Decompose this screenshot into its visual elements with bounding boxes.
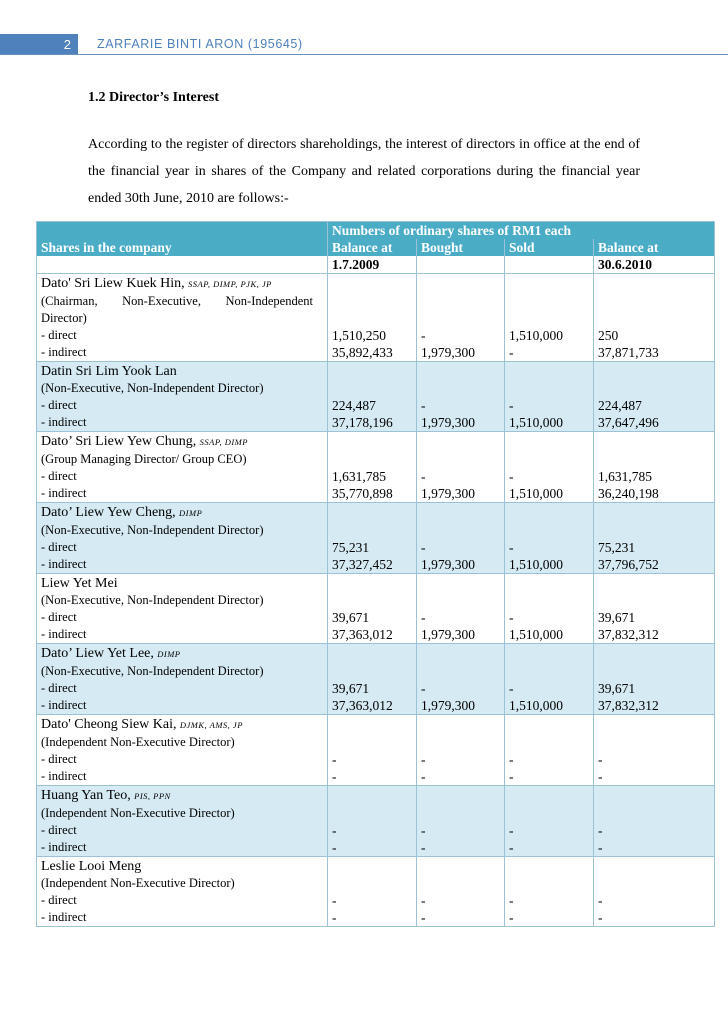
director-post-nominals: DIMP	[157, 649, 181, 659]
bought-value: -	[417, 768, 505, 786]
balance-start-value: 39,671	[328, 680, 417, 697]
director-role: (Independent Non-Executive Director)	[41, 876, 235, 890]
indirect-label: - indirect	[41, 627, 87, 641]
balance-end-value: -	[594, 892, 715, 909]
direct-label: - direct	[41, 610, 77, 624]
director-role-row	[37, 875, 715, 892]
indirect-label: - indirect	[41, 345, 87, 359]
director-name: Liew Yet Mei	[41, 576, 118, 591]
indirect-holding-row	[37, 839, 715, 857]
balance-start-value: -	[328, 839, 417, 857]
col-shares-header: Shares in the company	[41, 240, 172, 255]
sold-value: 1,510,000	[505, 414, 594, 432]
balance-end-value: 75,231	[594, 539, 715, 556]
director-role: (Independent Non-Executive Director)	[41, 806, 235, 820]
director-name: Dato’ Liew Yew Cheng,	[41, 505, 176, 520]
balance-start-value: 75,231	[328, 539, 417, 556]
director-post-nominals: DIMP	[179, 508, 203, 518]
bought-value: -	[417, 397, 505, 414]
director-role-word: (Chairman,	[41, 294, 98, 308]
direct-holding-row	[37, 822, 715, 839]
balance-start-value: -	[328, 751, 417, 768]
col-bought-header: Bought	[417, 239, 505, 256]
indirect-holding-row	[37, 344, 715, 362]
sold-value: -	[505, 397, 594, 414]
director-post-nominals: SSAP, DIMP	[199, 437, 248, 447]
indirect-label: - indirect	[41, 698, 87, 712]
sold-value: 1,510,000	[505, 626, 594, 644]
director-role-word: Non-Independent	[225, 294, 313, 308]
balance-end-value: -	[594, 909, 715, 927]
direct-holding-row	[37, 609, 715, 626]
bought-value: -	[417, 822, 505, 839]
director-name-row	[37, 644, 715, 664]
director-role: (Independent Non-Executive Director)	[41, 735, 235, 749]
director-name-row	[37, 503, 715, 523]
director-name: Dato' Cheong Siew Kai,	[41, 717, 177, 732]
direct-label: - direct	[41, 893, 77, 907]
balance-end-value: 39,671	[594, 680, 715, 697]
balance-end-value: 250	[594, 327, 715, 344]
direct-label: - direct	[41, 681, 77, 695]
indirect-holding-row	[37, 485, 715, 503]
sold-value: -	[505, 909, 594, 927]
director-post-nominals: DJMK, AMS, JP	[179, 720, 243, 730]
director-role-row	[37, 293, 715, 310]
director-name: Datin Sri Lim Yook Lan	[41, 364, 177, 379]
director-role: (Non-Executive, Non-Independent Director)	[41, 593, 264, 607]
director-name-row	[37, 574, 715, 593]
sold-value: -	[505, 344, 594, 362]
balance-start-value: 224,487	[328, 397, 417, 414]
bought-value: -	[417, 609, 505, 626]
balance-end-value: -	[594, 751, 715, 768]
bought-value: -	[417, 539, 505, 556]
balance-end-value: 39,671	[594, 609, 715, 626]
col-balance-end-date: 30.6.2010	[594, 256, 715, 274]
director-role-row	[37, 310, 715, 327]
sold-value: -	[505, 839, 594, 857]
bought-value: -	[417, 327, 505, 344]
sold-value: -	[505, 822, 594, 839]
table-header-row-3	[37, 256, 715, 274]
sold-value: -	[505, 609, 594, 626]
bought-value: -	[417, 839, 505, 857]
direct-holding-row	[37, 539, 715, 556]
direct-label: - direct	[41, 823, 77, 837]
bought-value: 1,979,300	[417, 697, 505, 715]
direct-holding-row	[37, 892, 715, 909]
sold-value: -	[505, 468, 594, 485]
balance-start-value: 37,178,196	[328, 414, 417, 432]
direct-holding-row	[37, 751, 715, 768]
bought-value: 1,979,300	[417, 414, 505, 432]
director-role: (Group Managing Director/ Group CEO)	[41, 452, 247, 466]
director-role: (Non-Executive, Non-Independent Director)	[41, 381, 264, 395]
balance-start-value: -	[328, 822, 417, 839]
sold-value: -	[505, 751, 594, 768]
director-role-row	[37, 734, 715, 751]
sold-value: -	[505, 680, 594, 697]
director-name-row	[37, 274, 715, 294]
director-name-row	[37, 362, 715, 381]
balance-end-value: -	[594, 768, 715, 786]
balance-start-value: 35,770,898	[328, 485, 417, 503]
balance-end-value: 36,240,198	[594, 485, 715, 503]
director-name: Dato’ Sri Liew Yew Chung,	[41, 434, 197, 449]
indirect-label: - indirect	[41, 486, 87, 500]
document-header: ZARFARIE BINTI ARON (195645)	[97, 37, 303, 51]
balance-start-value: 1,631,785	[328, 468, 417, 485]
direct-label: - direct	[41, 540, 77, 554]
direct-holding-row	[37, 680, 715, 697]
balance-end-value: -	[594, 822, 715, 839]
director-name-row	[37, 786, 715, 806]
sold-value: 1,510,000	[505, 556, 594, 574]
director-name-row	[37, 715, 715, 735]
director-role: (Non-Executive, Non-Independent Director)	[41, 523, 264, 537]
col-balance-start-header: Balance at	[328, 239, 417, 256]
balance-start-value: 37,363,012	[328, 697, 417, 715]
bought-value: -	[417, 468, 505, 485]
balance-end-value: 1,631,785	[594, 468, 715, 485]
sold-value: -	[505, 892, 594, 909]
indirect-holding-row	[37, 556, 715, 574]
director-name-row	[37, 857, 715, 876]
balance-start-value: -	[328, 909, 417, 927]
direct-label: - direct	[41, 398, 77, 412]
balance-start-value: 37,363,012	[328, 626, 417, 644]
indirect-label: - indirect	[41, 415, 87, 429]
balance-start-value: 35,892,433	[328, 344, 417, 362]
director-name: Leslie Looi Meng	[41, 859, 142, 874]
indirect-holding-row	[37, 697, 715, 715]
indirect-label: - indirect	[41, 840, 87, 854]
table-header-row-1	[37, 222, 715, 240]
sold-value: 1,510,000	[505, 327, 594, 344]
director-role-row	[37, 522, 715, 539]
header-rule	[0, 54, 728, 55]
bought-value: -	[417, 909, 505, 927]
director-name: Huang Yan Teo,	[41, 788, 131, 803]
director-role-row	[37, 592, 715, 609]
indirect-label: - indirect	[41, 910, 87, 924]
balance-start-value: 39,671	[328, 609, 417, 626]
sold-value: -	[505, 768, 594, 786]
balance-end-value: 37,871,733	[594, 344, 715, 362]
table-header-row-2	[37, 239, 715, 256]
balance-start-value: -	[328, 768, 417, 786]
indirect-holding-row	[37, 414, 715, 432]
balance-end-value: 37,832,312	[594, 697, 715, 715]
direct-holding-row	[37, 327, 715, 344]
direct-label: - direct	[41, 469, 77, 483]
bought-value: 1,979,300	[417, 556, 505, 574]
director-interest-table	[36, 221, 715, 927]
director-role-row	[37, 380, 715, 397]
director-role-row	[37, 663, 715, 680]
direct-label: - direct	[41, 328, 77, 342]
director-post-nominals: SSAP, DIMP, PJK, JP	[188, 279, 272, 289]
direct-label: - direct	[41, 752, 77, 766]
indirect-holding-row	[37, 626, 715, 644]
balance-start-value: 37,327,452	[328, 556, 417, 574]
sold-value: 1,510,000	[505, 697, 594, 715]
balance-end-value: 37,647,496	[594, 414, 715, 432]
director-role-row	[37, 451, 715, 468]
bought-value: -	[417, 751, 505, 768]
balance-end-value: 37,832,312	[594, 626, 715, 644]
indirect-label: - indirect	[41, 769, 87, 783]
bought-value: 1,979,300	[417, 626, 505, 644]
director-name: Dato' Sri Liew Kuek Hin,	[41, 276, 185, 291]
col-sold-header: Sold	[505, 239, 594, 256]
indirect-label: - indirect	[41, 557, 87, 571]
director-name-row	[37, 432, 715, 452]
direct-holding-row	[37, 468, 715, 485]
group-header: Numbers of ordinary shares of RM1 each	[328, 222, 715, 240]
bought-value: -	[417, 892, 505, 909]
bought-value: 1,979,300	[417, 485, 505, 503]
balance-end-value: 37,796,752	[594, 556, 715, 574]
bought-value: 1,979,300	[417, 344, 505, 362]
director-post-nominals: PIS, PPN	[134, 791, 171, 801]
director-role-row	[37, 805, 715, 822]
balance-end-value: -	[594, 839, 715, 857]
section-title: 1.2 Director’s Interest	[88, 90, 220, 105]
director-role-word: Non-Executive,	[122, 294, 201, 308]
indirect-holding-row	[37, 909, 715, 927]
director-role: Director)	[41, 311, 87, 325]
director-name: Dato’ Liew Yet Lee,	[41, 646, 154, 661]
col-balance-end-header: Balance at	[594, 239, 715, 256]
indirect-holding-row	[37, 768, 715, 786]
balance-end-value: 224,487	[594, 397, 715, 414]
director-role: (Non-Executive, Non-Independent Director)	[41, 664, 264, 678]
sold-value: 1,510,000	[505, 485, 594, 503]
col-balance-start-date: 1.7.2009	[328, 256, 417, 274]
balance-start-value: -	[328, 892, 417, 909]
balance-start-value: 1,510,250	[328, 327, 417, 344]
intro-paragraph: According to the register of directors shareholdings, the interest of directors in office at the end of the financial year in shares of the Company and related corporations during the financial year ended 30th June, 2010 are follows:-	[88, 137, 640, 206]
bought-value: -	[417, 680, 505, 697]
page-number: 2	[0, 34, 78, 55]
direct-holding-row	[37, 397, 715, 414]
sold-value: -	[505, 539, 594, 556]
